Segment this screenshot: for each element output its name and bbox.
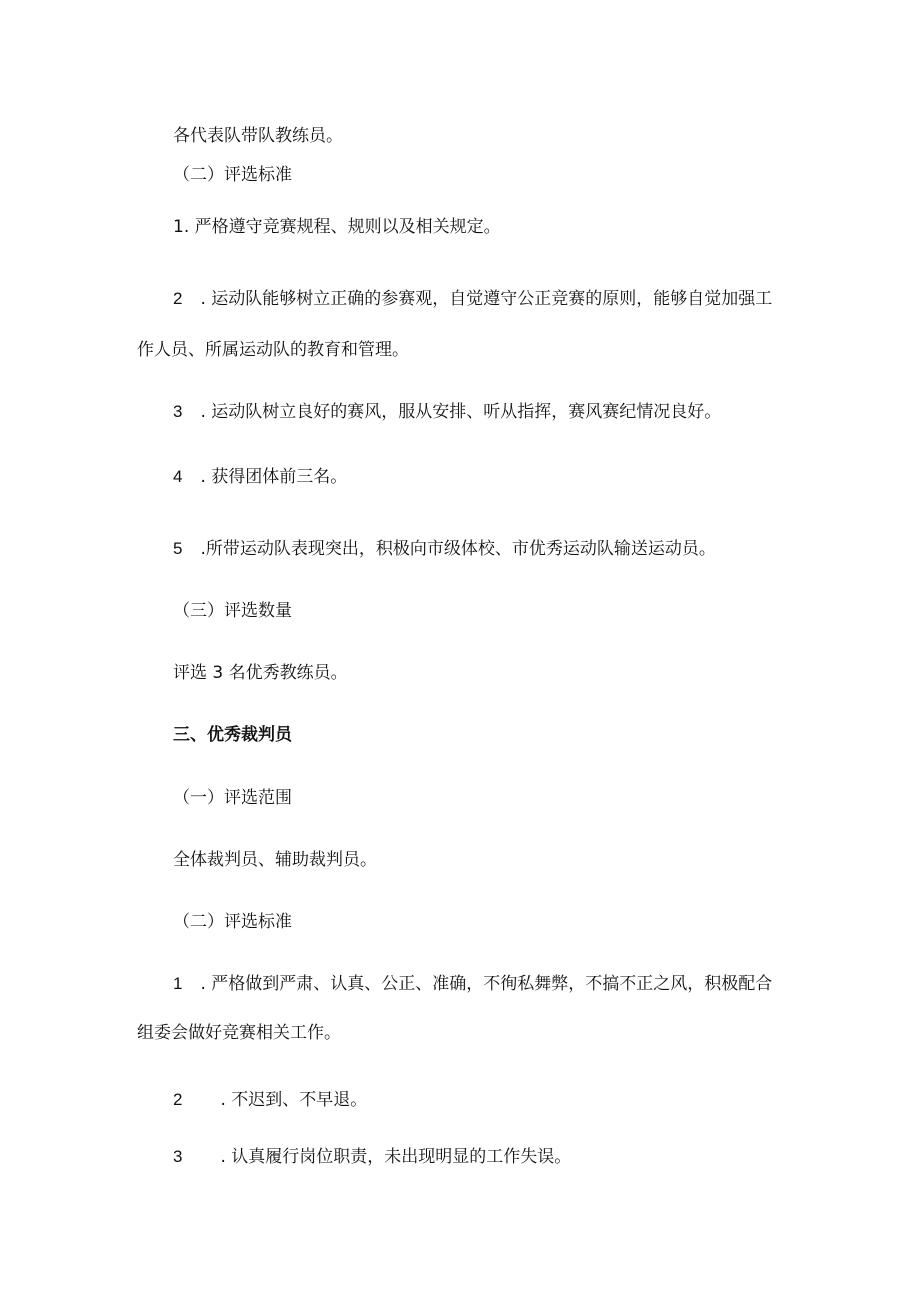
criterion-5-number: 5 [173, 539, 183, 558]
referee-criterion-1-text: . 严格做到严肃、认真、公正、准确，不徇私舞弊，不搞不正之风，积极配合 [200, 974, 773, 994]
criterion-4-text: . 获得团体前三名。 [200, 467, 348, 487]
referee-criterion-1-number: 1 [173, 974, 183, 993]
referee-criterion-2-number: 2 [173, 1090, 183, 1109]
criterion-2-continuation: 作人员、所属运动队的教育和管理。 [137, 340, 409, 360]
scope-text: 全体裁判员、辅助裁判员。 [173, 850, 377, 870]
referee-criterion-3-number: 3 [173, 1147, 183, 1166]
criterion-3-number: 3 [173, 402, 183, 421]
paragraph-delegation-coaches: 各代表队带队教练员。 [173, 126, 343, 146]
subheading-criteria-referees: （二）评选标准 [173, 912, 292, 932]
criterion-3 [173, 400, 721, 424]
quantity-text: 评选 3 名优秀教练员。 [173, 663, 348, 683]
referee-criterion-2-text: . 不迟到、不早退。 [220, 1090, 368, 1110]
referee-criterion-3 [173, 1145, 571, 1169]
criterion-2 [173, 287, 772, 311]
criterion-4 [173, 465, 347, 489]
referee-criterion-1 [173, 972, 772, 996]
criterion-2-number: 2 [173, 289, 183, 308]
subheading-scope: （一）评选范围 [173, 788, 292, 808]
referee-criterion-2 [173, 1088, 367, 1112]
criterion-3-text: . 运动队树立良好的赛风，服从安排、听从指挥，赛风赛纪情况良好。 [200, 402, 722, 422]
referee-criterion-3-text: . 认真履行岗位职责，未出现明显的工作失误。 [220, 1147, 572, 1167]
criterion-5-text: .所带运动队表现突出，积极向市级体校、市优秀运动队输送运动员。 [200, 539, 716, 559]
criterion-5 [173, 537, 716, 561]
section-3-heading: 三、优秀裁判员 [173, 725, 292, 745]
criterion-1: 1. 严格遵守竞赛规程、规则以及相关规定。 [173, 217, 501, 237]
criterion-4-number: 4 [173, 467, 183, 486]
subheading-quantity: （三）评选数量 [173, 601, 292, 621]
referee-criterion-1-continuation: 组委会做好竞赛相关工作。 [137, 1023, 341, 1043]
criterion-2-text: . 运动队能够树立正确的参赛观，自觉遵守公正竞赛的原则，能够自觉加强工 [200, 289, 773, 309]
subheading-criteria: （二）评选标准 [173, 165, 292, 185]
